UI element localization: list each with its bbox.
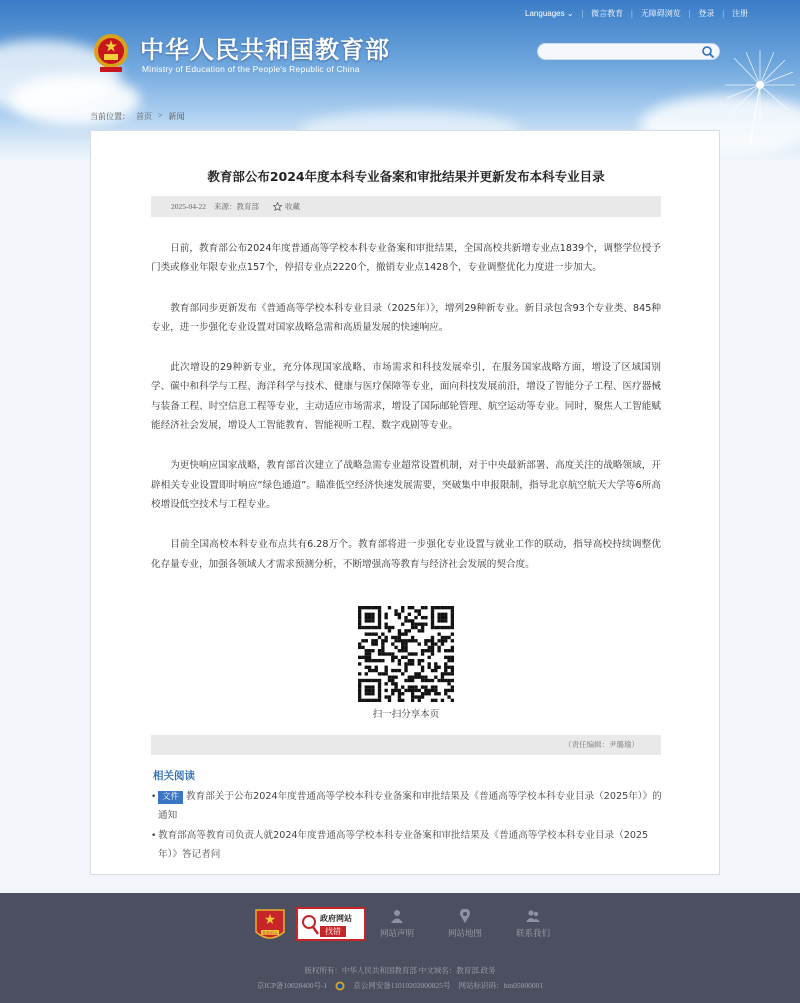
divider: |	[581, 9, 584, 18]
breadcrumb-home[interactable]: 首页	[136, 112, 152, 121]
weibo-link[interactable]: 微言教育	[591, 9, 624, 18]
copyright-text: 版权所有：中华人民共和国教育部 中文域名：教育部.政务	[304, 966, 496, 975]
search-box	[537, 43, 720, 60]
article-meta-bar	[151, 196, 661, 217]
search-input[interactable]	[546, 45, 696, 58]
article-paragraph: 目前全国高校本科专业布点共有6.28万个。教育部将进一步强化专业设置与就业工作的联动，指导高校持续调整优化存量专业，加强各领域人才需求预测分析，不断增强高等教育与经济社会发展的契合度。	[151, 539, 661, 570]
magnifier-icon	[301, 914, 319, 936]
article-card	[90, 130, 720, 875]
emblem-text: 党政机关	[262, 930, 278, 936]
police-badge-icon	[335, 981, 345, 991]
related-item[interactable]	[151, 827, 663, 864]
site-subtitle: Ministry of Education of the People's Republic of China	[142, 64, 360, 74]
top-nav	[525, 8, 748, 19]
icp-number[interactable]: 京ICP备10028400号-1	[256, 981, 328, 990]
favorite-label: 收藏	[285, 202, 300, 211]
related-item-link[interactable]: 教育部高等教育司负责人就2024年度普通高等学校本科专业备案和审批结果及《普通高等学校本科专业目录（2025年）》答记者问	[158, 830, 649, 860]
responsible-editor: （责任编辑：尹璐瑜）	[564, 740, 639, 749]
icp-line	[0, 980, 800, 991]
login-link[interactable]: 登录	[698, 9, 715, 18]
article-source: 来源：教育部	[214, 202, 259, 211]
site-title[interactable]: 中华人民共和国教育部	[140, 35, 390, 64]
related-reading-list	[151, 788, 663, 866]
languages-label: Languages	[525, 9, 565, 18]
user-icon	[391, 909, 403, 923]
police-record-number[interactable]: 京公网安备11010202000825号	[353, 981, 451, 990]
location-pin-icon	[459, 909, 471, 923]
divider: |	[722, 9, 724, 18]
article-paragraph: 日前，教育部公布2024年度普通高等学校本科专业备案和审批结果，全国高校共新增专业点1839个，调整学位授予门类或修业年限专业点157个，停招专业点2220个，撤销专业点1428个，专业调整优化力度进一步加大。	[151, 243, 661, 274]
article-paragraph: 教育部同步更新发布《普通高等学校本科专业目录（2025年）》，增列29种新专业。新目录包含93个专业类、845种专业，进一步强化专业设置对国家战略急需和高质量发展的快速响应。	[151, 302, 661, 333]
article-title: 教育部公布2024年度本科专业备案和审批结果并更新发布本科专业目录	[207, 169, 605, 184]
article-body	[151, 239, 661, 595]
related-reading-title: 相关阅读	[153, 770, 195, 782]
breadcrumb-separator: >	[158, 111, 163, 120]
contact-us-link[interactable]	[503, 909, 563, 939]
sitemap-label: 网站地图	[447, 929, 482, 939]
qr-caption: 扫一扫分享本页	[372, 709, 440, 720]
sitemap-link[interactable]	[435, 909, 495, 939]
star-icon	[273, 202, 282, 211]
gov-site-label: 政府网站	[320, 914, 352, 923]
file-tag: 文件	[158, 791, 183, 804]
breadcrumb-label: 当前位置：	[90, 112, 130, 121]
breadcrumb	[90, 111, 185, 122]
related-item[interactable]	[151, 788, 663, 825]
contacts-icon	[526, 909, 540, 923]
search-icon[interactable]	[701, 45, 715, 59]
footer	[0, 893, 800, 1003]
chevron-down-icon: ⌄	[566, 9, 574, 18]
site-statement-link[interactable]	[367, 909, 427, 939]
breadcrumb-current[interactable]: 新闻	[168, 112, 185, 121]
article-paragraph: 此次增设的29种新专业，充分体现国家战略、市场需求和科技发展牵引，在服务国家战略方面，增设了区域国别学、碳中和科学与工程、海洋科学与技术、健康与医疗保障等专业，面向科技发展前沿，增设了智能分子工程、医疗器械与装备工程、时空信息工程等专业，主动适应市场需求，增设了国际邮轮管理、航空运动等专业。同时，聚焦人工智能赋能经济社会发展，增设人工智能教育、智能视听工程、数字戏剧等专业。	[151, 362, 661, 432]
languages-dropdown[interactable]	[525, 9, 574, 18]
party-government-emblem-icon[interactable]	[254, 908, 286, 944]
article-date: 2025-04-22	[171, 202, 206, 211]
register-link[interactable]: 注册	[732, 9, 748, 18]
contact-us-label: 联系我们	[515, 929, 550, 939]
article-paragraph: 为更快响应国家战略，教育部首次建立了战略急需专业超常设置机制，对于中央最新部署、高度关注的战略领域，开辟相关专业设置即时响应“绿色通道”。瞄准低空经济快速发展需要，突破集中申报限制，指导北京航空航天大学等6所高校增设低空技术与工程专业。	[151, 460, 661, 510]
gov-site-error-report[interactable]	[296, 907, 366, 941]
favorite-button[interactable]	[273, 201, 300, 212]
divider: |	[688, 9, 691, 18]
related-item-link[interactable]: 教育部关于公布2024年度普通高等学校本科专业备案和审批结果及《普通高等学校本科专业目录（2025年）》的通知	[158, 791, 662, 821]
accessibility-link[interactable]: 无障碍浏览	[640, 9, 681, 18]
site-identification-code: 网站标识码：bm05000001	[458, 981, 544, 990]
site-statement-label: 网站声明	[379, 929, 414, 939]
editor-bar	[151, 735, 661, 755]
national-emblem-icon	[92, 32, 130, 74]
share-qr-code	[358, 606, 454, 702]
report-error-label: 找错	[320, 926, 346, 937]
divider: |	[631, 9, 633, 18]
